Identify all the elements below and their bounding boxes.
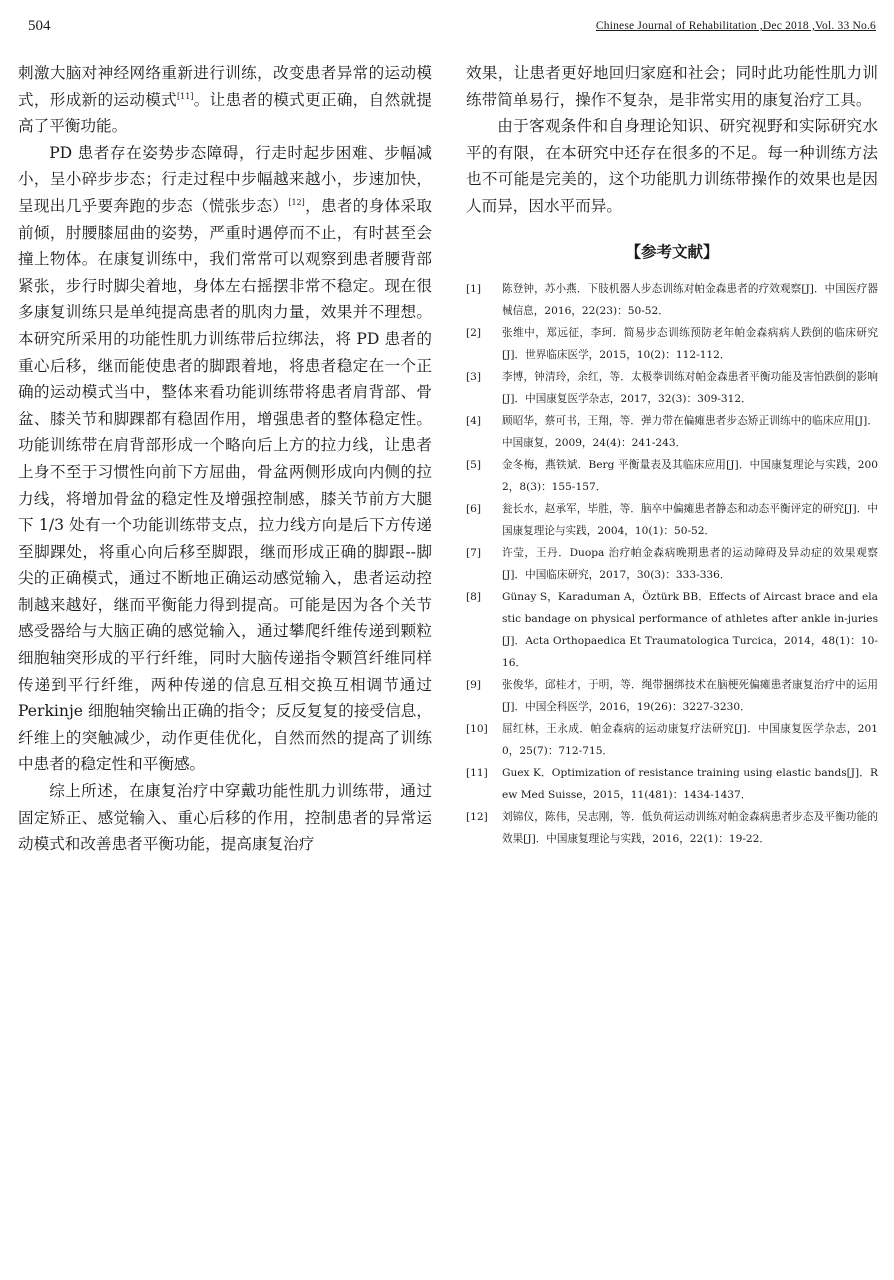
- reference-item: [466, 806, 878, 850]
- references-heading: 【参考文献】: [625, 242, 719, 261]
- reference-item: [466, 322, 878, 366]
- reference-item: [466, 586, 878, 674]
- page-number: 504: [28, 18, 51, 34]
- paragraph-5: 由于客观条件和自身理论知识、研究视野和实际研究水平的有限，在本研究中还存在很多的不足。每一种训练方法也不可能是完美的，这个功能肌力训练带操作的效果也是因人而异，因水平而异。: [466, 117, 878, 215]
- right-column: [466, 60, 878, 850]
- reference-item: [466, 542, 878, 586]
- reference-text: 刘锦仪，陈伟，吴志刚，等．低负荷运动训练对帕金森病患者步态及平衡功能的效果[J]．中国康复理论与实践，2016，22(1)：19-22．: [502, 810, 878, 845]
- reference-number: [2]: [466, 326, 482, 339]
- reference-number: [9]: [466, 678, 482, 691]
- reference-number: [1]: [466, 282, 482, 295]
- reference-number: [12]: [466, 810, 488, 823]
- reference-text: Guex K．Optimization of resistance training using elastic bands[J]．Rew Med Suisse，2015，11(481)：1434-1437．: [502, 766, 878, 801]
- reference-item: [466, 366, 878, 410]
- reference-number: [8]: [466, 590, 482, 603]
- references-list: [466, 278, 878, 850]
- citation-12: [12]: [288, 197, 305, 207]
- reference-text: 瓮长水，赵承军，毕胜，等．脑卒中偏瘫患者静态和动态平衡评定的研究[J]．中国康复理论与实践，2004，10(1)：50-52．: [502, 502, 878, 537]
- left-column: [18, 60, 432, 858]
- reference-item: [466, 498, 878, 542]
- citation-11: [11]: [177, 91, 194, 101]
- reference-item: [466, 410, 878, 454]
- reference-item: [466, 454, 878, 498]
- paragraph-text: PD 患者存在姿势步态障碍，行走时起步困难、步幅减小，呈小碎步步态；行走过程中步幅越来越小，步速加快，呈现出几乎要奔跑的步态（慌张步态）: [18, 143, 432, 215]
- reference-number: [6]: [466, 502, 482, 515]
- reference-number: [11]: [466, 766, 488, 779]
- reference-text: Günay S，Karaduman A，Öztürk BB．Effects of Aircast brace and elastic bandage on physical performance of athletes after ankle in-juries[J]．Acta Orthopaedica Et Traumatologica Turcica，2014，48(1)：10-16．: [502, 590, 878, 669]
- reference-item: [466, 674, 878, 718]
- reference-number: [4]: [466, 414, 482, 427]
- paragraph-text: 。让患者的模式更正确，自然就提高了平衡功能。: [18, 90, 432, 136]
- paragraph-3: 综上所述，在康复治疗中穿戴功能性肌力训练带，通过固定矫正、感觉输入、重心后移的作用，控制患者的异常运动模式和改善患者平衡功能，提高康复治疗: [18, 782, 432, 854]
- reference-text: 许莹，王丹．Duopa 治疗帕金森病晚期患者的运动障碍及异动症的效果观察[J]．中国临床研究，2017，30(3)：333-336．: [502, 546, 878, 581]
- paragraph-4: 效果，让患者更好地回归家庭和社会；同时此功能性肌力训练带简单易行，操作不复杂，是非常实用的康复治疗工具。: [466, 64, 878, 109]
- reference-text: 陈登钟，苏小燕．下肢机器人步态训练对帕金森患者的疗效观察[J]．中国医疗器械信息，2016，22(23)：50-52．: [502, 282, 878, 317]
- running-head: Chinese Journal of Rehabilitation ,Dec 2018 ,Vol. 33 No.6: [595, 20, 876, 32]
- reference-text: 屈红林，王永成．帕金森病的运动康复疗法研究[J]．中国康复医学杂志，2010，25(7)：712-715．: [502, 722, 878, 757]
- reference-item: [466, 278, 878, 322]
- reference-number: [5]: [466, 458, 482, 471]
- reference-text: 李博，钟清玲，余红，等．太极拳训练对帕金森患者平衡功能及害怕跌倒的影响[J]．中国康复医学杂志，2017，32(3)：309-312．: [502, 370, 878, 405]
- reference-text: 金冬梅，燕铁斌．Berg 平衡量表及其临床应用[J]．中国康复理论与实践，2002，8(3)：155-157．: [502, 458, 878, 493]
- reference-text: 张维中，郑远征，李珂．简易步态训练预防老年帕金森病病人跌倒的临床研究[J]．世界临床医学，2015，10(2)：112-112．: [502, 326, 878, 361]
- paragraph-text: ，患者的身体采取前倾，肘腰膝屈曲的姿势，严重时遇停而不止，有时甚至会撞上物体。在康复训练中，我们常常可以观察到患者腰背部紧张，步行时脚尖着地，身体左右摇摆非常不稳定。现在很多康复训练只是单纯提高患者的肌肉力量，效果并不理想。本研究所采用的功能性肌力训练带后拉绑法，将 PD 患者的重心后移，继而能使患者的脚跟着地，将患者稳定在一个正确的运动模式当中，整体来看功能训练带将患者肩背部、骨盆、膝关节和脚踝都有稳固作用，增强患者的整体稳定性。功能训练带在肩背部形成一个略向后上方的拉力线，让患者上身不至于习惯性向前下方屈曲，骨盆两侧形成向内侧的拉力线，将增加骨盆的稳定性及增强控制感，膝关节前方大腿下 1/3 处有一个功能训练带支点，拉力线方向是后下方传递至脚踝处，将重心向后移至脚跟，继而形成正确的脚跟--脚尖的正确模式，通过不断地正确运动感觉输入，患者运动控制越来越好，继而平衡能力得到提高。可能是因为各个关节感受器给与大脑正确的感觉输入，通过攀爬纤维传递到颗粒细胞轴突形成的平行纤维，同时大脑传递指令颗筥纤维同样传递到平行纤维，两种传递的信息互相交换互相调节通过 Perkinje 细胞轴突输出正确的指令；反反复复的接受信息，纤维上的突触减少，动作更佳优化，自然而然的提高了训练中患者的稳定性和平衡感。: [18, 196, 432, 774]
- reference-number: [3]: [466, 370, 482, 383]
- reference-item: [466, 762, 878, 806]
- paragraph-text: 刺激大脑对神经网络重新进行训练，改变患者异常的运动模式，形成新的运动模式: [18, 64, 432, 109]
- reference-item: [466, 718, 878, 762]
- reference-number: [7]: [466, 546, 482, 559]
- paragraph-1: [18, 60, 432, 140]
- reference-text: 顾昭华，蔡可书，王翔，等．弹力带在偏瘫患者步态矫正训练中的临床应用[J]．中国康复，2009，24(4)：241-243．: [502, 414, 878, 449]
- paragraph-2: [18, 140, 432, 778]
- reference-text: 张俊华，邱桂才，于明，等．绳带捆绑技术在脑梗死偏瘫患者康复治疗中的运用[J]．中国全科医学，2016，19(26)：3227-3230．: [502, 678, 878, 713]
- reference-number: [10]: [466, 722, 488, 735]
